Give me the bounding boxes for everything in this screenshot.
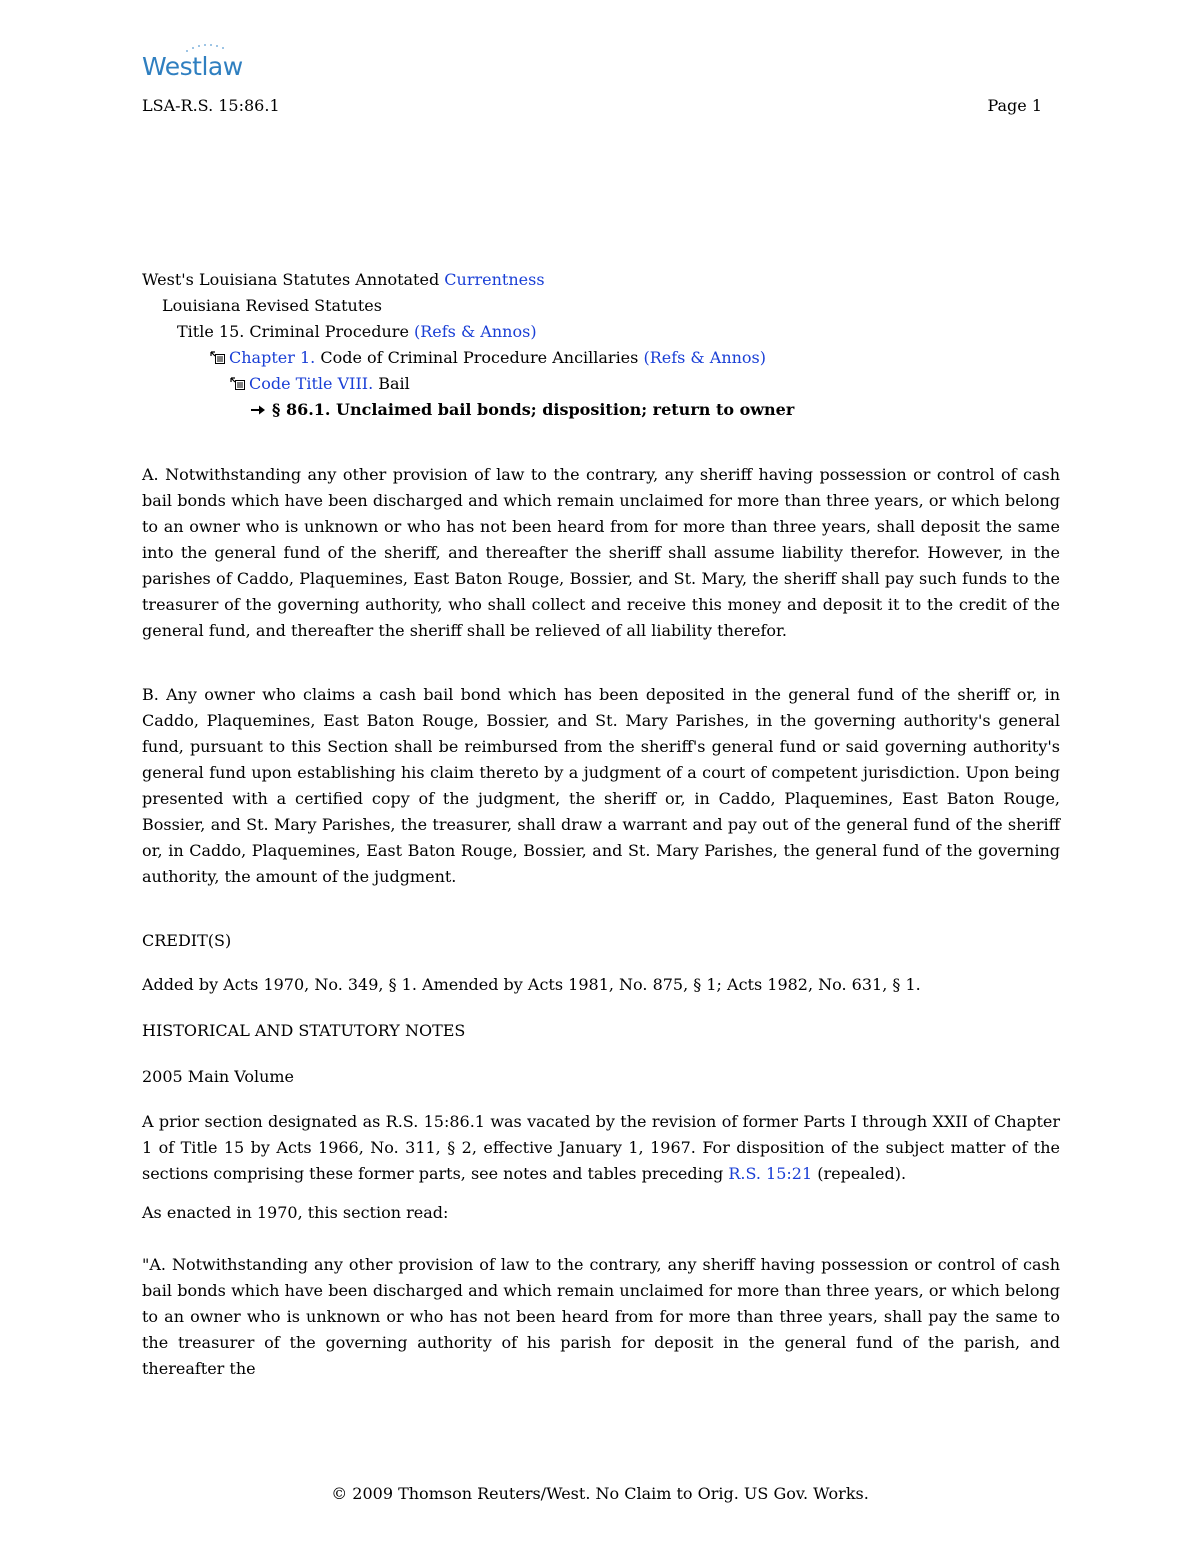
enacted-note: As enacted in 1970, this section read: [142, 1203, 449, 1222]
section-title: § 86.1. Unclaimed bail bonds; disposition; return to owner [272, 400, 795, 419]
main-volume-heading: 2005 Main Volume [142, 1067, 295, 1086]
toc-line-revised-statutes [142, 293, 794, 319]
prior-note-text: A prior section designated as R.S. 15:86.1 was vacated by the revision of former Parts I through XXII of Chapter 1 of Title 15 by Acts 1966, No. 311, § 2, effective January 1, 1967. For disposition of the subject matter of the sections comprising these former parts, see notes and tables preceding [142, 1112, 1060, 1183]
toc-line-code-title [142, 371, 794, 397]
toc-line-publication [142, 267, 794, 293]
chapter-label: Code of Criminal Procedure Ancillaries [315, 348, 644, 367]
historical-notes-heading: HISTORICAL AND STATUTORY NOTES [142, 1021, 466, 1040]
prior-section-note [142, 1109, 1060, 1187]
toc-line-chapter [142, 345, 794, 371]
publication-name: West's Louisiana Statutes Annotated [142, 270, 445, 289]
paragraph-a: A. Notwithstanding any other provision of law to the contrary, any sheriff having possession or control of cash bail bonds which have been discharged and which remain unclaimed for more than three years, or which belong to an owner who is unknown or who has not been heard from for more than three years, shall deposit the same into the general fund of the sheriff, and thereafter the sheriff shall assume liability therefor. However, in the parishes of Caddo, Plaquemines, East Baton Rouge, Bossier, and St. Mary, the sheriff shall pay such funds to the treasurer of the governing authority, who shall collect and receive this money and deposit it to the credit of the general fund, and thereafter the sheriff shall be relieved of all liability therefor. [142, 465, 1060, 640]
westlaw-logo [142, 44, 252, 84]
credits-heading: CREDIT(S) [142, 931, 232, 950]
rs-15-21-link[interactable]: R.S. 15:21 [728, 1164, 813, 1183]
table-of-contents [142, 267, 794, 423]
chapter-refs-annos-link[interactable]: (Refs & Annos) [643, 348, 767, 367]
prior-note-text-end: (repealed). [812, 1164, 907, 1183]
logo-text: Westlaw [142, 52, 243, 81]
title-label: Title 15. Criminal Procedure [177, 322, 414, 341]
code-title-link[interactable]: Code Title VIII. [249, 374, 374, 393]
toc-line-section [142, 397, 794, 423]
toc-up-document-icon[interactable] [210, 347, 226, 373]
revised-statutes-label: Louisiana Revised Statutes [162, 296, 382, 315]
paragraph-b: B. Any owner who claims a cash bail bond which has been deposited in the general fund of the sheriff or, in Caddo, Plaquemines, East Baton Rouge, Bossier, and St. Mary Parishes, in the governing authority's general fund, pursuant to this Section shall be reimbursed from the sheriff's general fund or said governing authority's general fund upon establishing his claim thereto by a judgment of a court of competent jurisdiction. Upon being presented with a certified copy of the judgment, the sheriff or, in Caddo, Plaquemines, East Baton Rouge, Bossier, and St. Mary Parishes, the treasurer, shall draw a warrant and pay out of the general fund of the sheriff or, in Caddo, Plaquemines, East Baton Rouge, Bossier, and St. Mary Parishes, the general fund of the governing authority, the amount of the judgment. [142, 685, 1060, 886]
chapter-link[interactable]: Chapter 1. [229, 348, 316, 367]
title-refs-annos-link[interactable]: (Refs & Annos) [414, 322, 537, 341]
credits-text: Added by Acts 1970, No. 349, § 1. Amended by Acts 1981, No. 875, § 1; Acts 1982, No. 631, § 1. [142, 975, 921, 994]
toc-line-title [142, 319, 794, 345]
code-title-label: Bail [373, 374, 410, 393]
copyright-footer: © 2009 Thomson Reuters/West. No Claim to Orig. US Gov. Works. [331, 1484, 869, 1503]
toc-up-document-icon[interactable] [230, 373, 246, 399]
currentness-link[interactable]: Currentness [444, 270, 545, 289]
right-arrow-icon [250, 398, 266, 424]
document-citation: LSA-R.S. 15:86.1 [142, 96, 280, 115]
enacted-quote: "A. Notwithstanding any other provision of law to the contrary, any sheriff having possession or control of cash bail bonds which have been discharged and which remain unclaimed for more than three years, or which belong to an owner who is unknown or who has not been heard from for more than three years, shall pay the same to the treasurer of the governing authority of his parish for deposit in the general fund of the parish, and thereafter the [142, 1255, 1060, 1378]
page-number: Page 1 [987, 96, 1042, 115]
